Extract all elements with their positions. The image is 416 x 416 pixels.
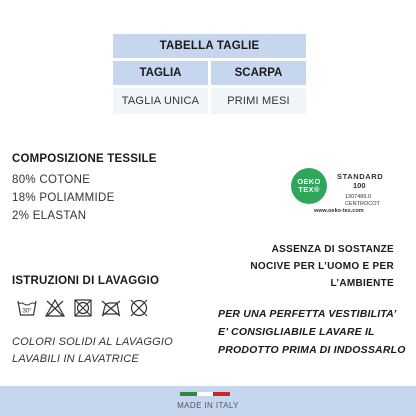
composition-item: 18% POLIAMMIDE <box>12 192 115 204</box>
size-cell-scarpa: PRIMI MESI <box>211 88 306 114</box>
fit-tip <box>218 305 406 359</box>
oeko-standard-number: 100 <box>353 181 366 190</box>
size-table-headers <box>113 61 306 85</box>
washing-note-line: COLORI SOLIDI AL LAVAGGIO <box>12 336 173 348</box>
italy-flag-icon <box>180 392 230 396</box>
composition-item: 80% COTONE <box>12 174 91 186</box>
flag-stripe-red <box>213 392 230 396</box>
oeko-logo-text: OEKO <box>297 177 321 186</box>
flag-stripe-green <box>180 392 197 396</box>
fit-tip-line: PER UNA PERFETTA VESTIBILITA’ <box>218 308 397 320</box>
washing-icons <box>17 298 149 318</box>
no-tumble-dry-icon <box>73 298 93 318</box>
washing-title: ISTRUZIONI DI LAVAGGIO <box>12 275 160 287</box>
oeko-url: www.oeko-tex.com <box>314 208 364 214</box>
oeko-certificate-code: 1307486.0 <box>345 194 371 200</box>
statement-line: ASSENZA DI SOSTANZE <box>271 244 394 255</box>
composition-title: COMPOSIZIONE TESSILE <box>12 153 157 165</box>
fit-tip-line: E’ CONSIGLIABILE LAVARE IL <box>218 326 375 338</box>
harmful-substances-statement <box>250 241 394 292</box>
washing-note-line: LAVABILI IN LAVATRICE <box>12 353 139 365</box>
composition-section <box>12 153 157 225</box>
statement-line: L’AMBIENTE <box>330 278 394 289</box>
size-table-row <box>113 88 306 114</box>
wash-30-icon <box>17 298 37 318</box>
size-cell-taglia: TAGLIA UNICA <box>113 88 208 114</box>
oeko-standard: STANDARD <box>337 172 384 181</box>
flag-stripe-white <box>197 392 214 396</box>
no-dry-clean-icon <box>129 298 149 318</box>
composition-item: 2% ELASTAN <box>12 210 87 222</box>
size-header-scarpa: SCARPA <box>211 61 306 85</box>
wash-temp: 30° <box>22 308 32 315</box>
no-iron-icon <box>101 298 121 318</box>
oeko-institute: CENTROCOT <box>345 201 380 207</box>
oeko-tex-logo <box>291 168 327 204</box>
size-header-taglia: TAGLIA <box>113 61 208 85</box>
oeko-tex-label <box>291 168 401 218</box>
fit-tip-line: PRODOTTO PRIMA DI INDOSSARLO <box>218 344 406 356</box>
statement-line: NOCIVE PER L’UOMO E PER <box>250 261 394 272</box>
oeko-logo-text: TEX® <box>298 185 320 194</box>
size-table-title: TABELLA TAGLIE <box>113 34 306 58</box>
washing-note <box>12 334 173 368</box>
size-table <box>113 34 306 114</box>
made-in-italy: MADE IN ITALY <box>177 401 239 410</box>
no-bleach-icon <box>45 298 65 318</box>
